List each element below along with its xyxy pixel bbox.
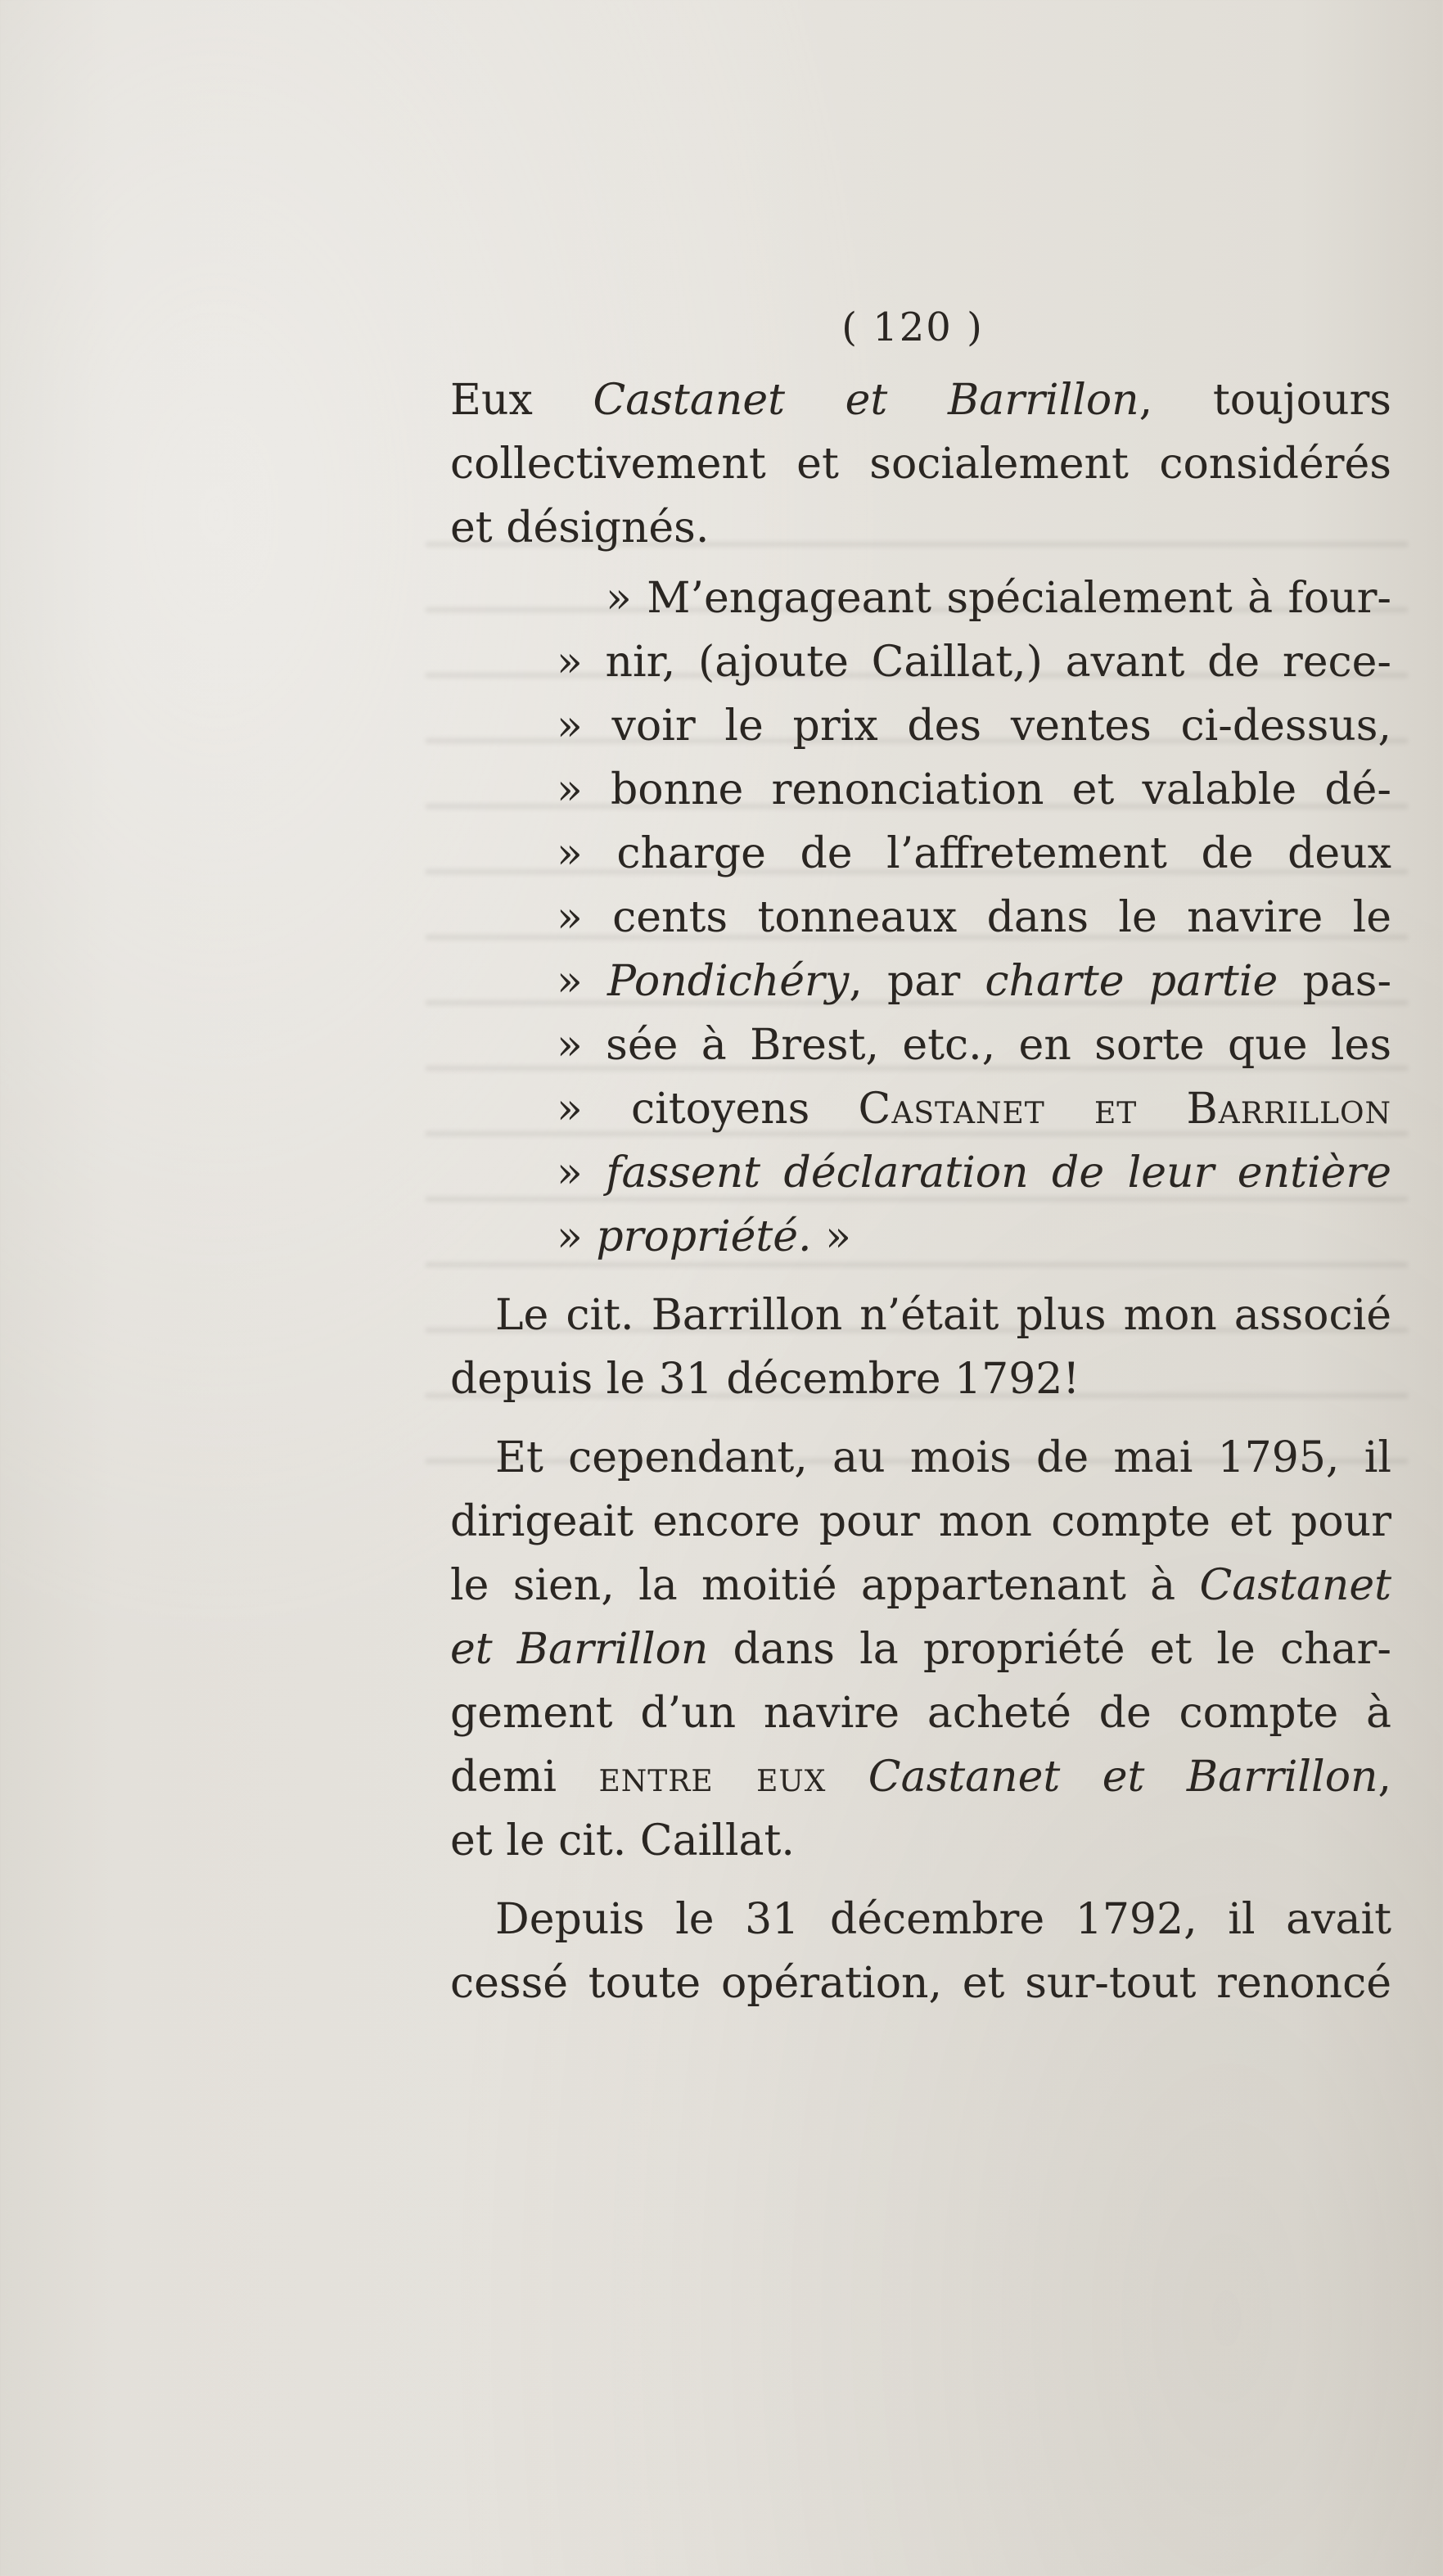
page-number: ( 120 ): [841, 305, 984, 350]
text-line: » nir, (ajoute Caillat,) avant de rece-: [557, 638, 1391, 687]
text-line: Eux Castanet et Barrillon, toujours: [450, 376, 1391, 425]
text-line: » bonne renonciation et valable dé-: [557, 765, 1391, 814]
text-line: » citoyens Castanet et Barrillon: [557, 1085, 1391, 1134]
text-line: cessé toute opération, et sur-tout renoncé: [450, 1959, 1391, 2008]
text-line: et le cit. Caillat.: [450, 1816, 795, 1865]
body-text: [450, 368, 1391, 2015]
text-line: Depuis le 31 décembre 1792, il avait: [495, 1895, 1391, 1944]
text-line: » sée à Brest, etc., en sorte que les: [557, 1021, 1391, 1070]
text-line: » voir le prix des ventes ci-dessus,: [557, 702, 1391, 751]
text-line: et Barrillon dans la propriété et le char-: [450, 1625, 1391, 1674]
text-line: » propriété. »: [557, 1212, 851, 1261]
text-line: et désignés.: [450, 503, 710, 553]
text-line: » cents tonneaux dans le navire le: [557, 893, 1391, 942]
text-line: depuis le 31 décembre 1792!: [450, 1355, 1080, 1404]
text-line: Et cependant, au mois de mai 1795, il: [495, 1433, 1391, 1482]
text-line: le sien, la moitié appartenant à Castanet: [450, 1561, 1391, 1610]
text-line: » charge de l’affretement de deux: [557, 829, 1391, 878]
text-line: demi entre eux Castanet et Barrillon,: [450, 1753, 1392, 1802]
text-line: » M’engageant spécialement à four-: [606, 574, 1391, 623]
text-line: gement d’un navire acheté de compte à: [450, 1689, 1391, 1738]
text-line: » Pondichéry, par charte partie pas-: [557, 957, 1392, 1006]
text-line: Le cit. Barrillon n’était plus mon associé: [495, 1291, 1391, 1340]
text-line: dirigeait encore pour mon compte et pour: [450, 1497, 1391, 1546]
text-line: » fassent déclaration de leur entière: [557, 1148, 1392, 1198]
text-line: collectivement et socialement considérés: [450, 440, 1391, 489]
